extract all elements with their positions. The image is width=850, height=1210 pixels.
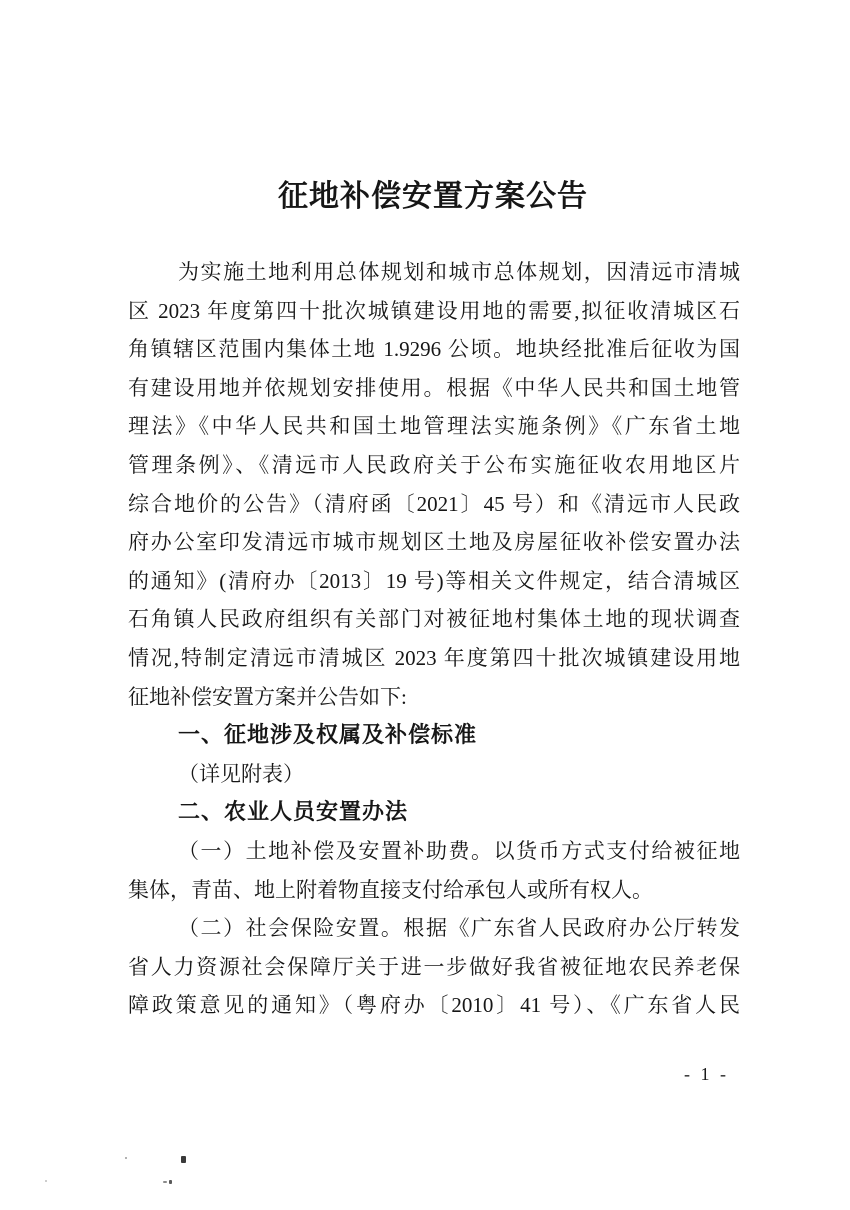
section-heading: 一、征地涉及权属及补偿标准 <box>178 722 478 748</box>
scan-speck <box>181 1156 186 1163</box>
text-line: 为实施土地利用总体规划和城市总体规划，因清远市清城 <box>178 260 740 284</box>
text-line: 石角镇人民政府组织有关部门对被征地村集体土地的现状调查 <box>128 607 740 632</box>
text-line: 区 2023 年度第四十批次城镇建设用地的需要,拟征收清城区石 <box>128 298 740 323</box>
page-number: - 1 - <box>684 1064 729 1084</box>
text-line: 的通知》(清府办〔2013〕19 号)等相关文件规定，结合清城区 <box>128 568 740 593</box>
text-line: 情况,特制定清远市清城区 2023 年度第四十批次城镇建设用地 <box>128 645 740 670</box>
scan-speck <box>163 1181 167 1183</box>
scan-speck <box>125 1157 127 1159</box>
document-body <box>128 253 740 1025</box>
text-line: 府办公室印发清远市城市规划区土地及房屋征收补偿安置办法 <box>128 530 740 555</box>
document-title: 征地补偿安置方案公告 <box>278 180 588 213</box>
text-line: 省人力资源社会保障厅关于进一步做好我省被征地农民养老保 <box>128 954 740 979</box>
text-line: （一）土地补偿及安置补助费。以货币方式支付给被征地 <box>178 838 740 863</box>
text-line: 有建设用地并依规划安排使用。根据《中华人民共和国土地管 <box>128 375 740 400</box>
section-heading: 二、农业人员安置办法 <box>178 799 409 825</box>
text-line: 管理条例》、《清远市人民政府关于公布实施征收农用地区片 <box>128 452 740 477</box>
text-line: 集体，青苗、地上附着物直接支付给承包人或所有权人。 <box>128 877 653 902</box>
text-line: 综合地价的公告》（清府函〔2021〕45 号）和《清远市人民政 <box>128 491 740 516</box>
text-line: 障政策意见的通知》（粤府办〔2010〕41 号）、《广东省人民 <box>128 993 740 1018</box>
text-line: 征地补偿安置方案并公告如下: <box>128 684 407 709</box>
text-line: 理法》《中华人民共和国土地管理法实施条例》《广东省土地 <box>128 414 740 439</box>
text-line: （详见附表） <box>178 761 304 786</box>
scan-speck <box>169 1180 172 1184</box>
scan-speck <box>45 1180 47 1182</box>
text-line: （二）社会保险安置。根据《广东省人民政府办公厅转发 <box>178 916 740 941</box>
text-line: 角镇辖区范围内集体土地 1.9296 公顷。地块经批准后征收为国 <box>128 337 740 362</box>
